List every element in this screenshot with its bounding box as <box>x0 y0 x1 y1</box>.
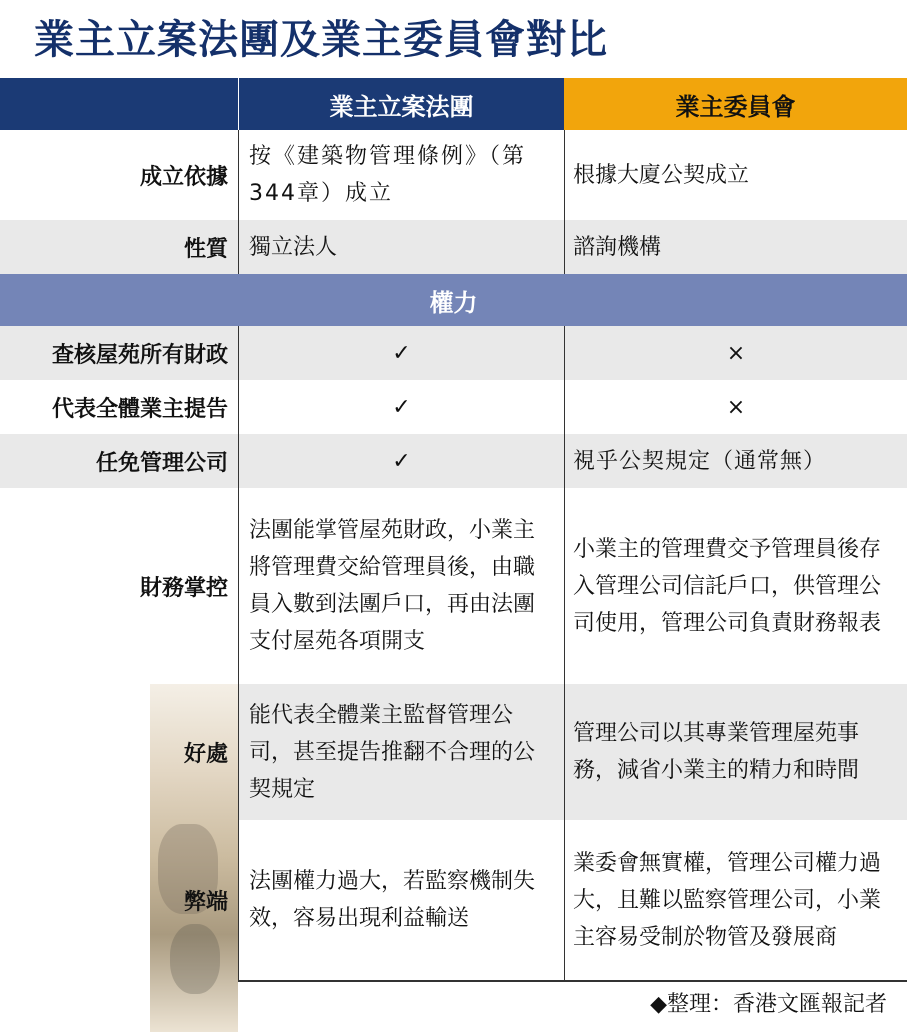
cell-corporation: 能代表全體業主監督管理公司，甚至提告推翻不合理的公契規定 <box>238 684 564 820</box>
table-row-appoint-company <box>0 434 907 488</box>
table-row-audit-finance <box>0 326 907 380</box>
cell-committee: 視乎公契規定（通常無） <box>564 434 907 488</box>
table-header <box>0 78 907 130</box>
credit-line: ◆整理：香港文匯報記者 <box>650 992 887 1017</box>
cell-corporation: 獨立法人 <box>238 220 564 274</box>
cell-committee: 業委會無實權，管理公司權力過大，且難以監察管理公司，小業主容易受制於物管及發展商 <box>564 820 907 980</box>
row-label: 財務掌控 <box>139 575 228 601</box>
table-bottom-rule <box>238 980 907 982</box>
header-owners-corporation: 業主立案法團 <box>238 78 564 130</box>
cross-mark: × <box>564 326 907 380</box>
table-row-nature <box>0 220 907 274</box>
row-label: 性質 <box>183 236 228 262</box>
table-row-sue <box>0 380 907 434</box>
row-label: 任免管理公司 <box>95 450 228 476</box>
check-mark: ✓ <box>238 326 564 380</box>
table-row-advantages <box>0 684 907 820</box>
check-mark: ✓ <box>238 434 564 488</box>
row-label: 成立依據 <box>139 164 228 190</box>
table-row-finance-control <box>0 488 907 684</box>
cell-committee: 諮詢機構 <box>564 220 907 274</box>
row-label: 弊端 <box>183 889 228 915</box>
table-row-disadvantages <box>0 820 907 980</box>
header-owners-committee: 業主委員會 <box>564 78 907 130</box>
row-label: 查核屋苑所有財政 <box>51 342 228 368</box>
cell-corporation: 按《建築物管理條例》（第344章）成立 <box>238 130 564 220</box>
cell-committee: 根據大廈公契成立 <box>564 130 907 220</box>
page-title: 業主立案法團及業主委員會對比 <box>34 17 608 63</box>
section-band-power: 權力 <box>0 274 907 326</box>
row-label: 好處 <box>183 741 228 767</box>
table-row-basis <box>0 130 907 220</box>
cross-mark: × <box>564 380 907 434</box>
cell-corporation: 法團能掌管屋苑財政，小業主將管理費交給管理員後，由職員入數到法團戶口，再由法團支付屋苑各項開支 <box>238 488 564 684</box>
cell-committee: 小業主的管理費交予管理員後存入管理公司信託戶口，供管理公司使用，管理公司負責財務報表 <box>564 488 907 684</box>
header-blank-cell <box>0 78 238 130</box>
row-label: 代表全體業主提告 <box>51 396 228 422</box>
cell-corporation: 法團權力過大，若監察機制失效，容易出現利益輸送 <box>238 820 564 980</box>
check-mark: ✓ <box>238 380 564 434</box>
cell-committee: 管理公司以其專業管理屋苑事務，減省小業主的精力和時間 <box>564 684 907 820</box>
